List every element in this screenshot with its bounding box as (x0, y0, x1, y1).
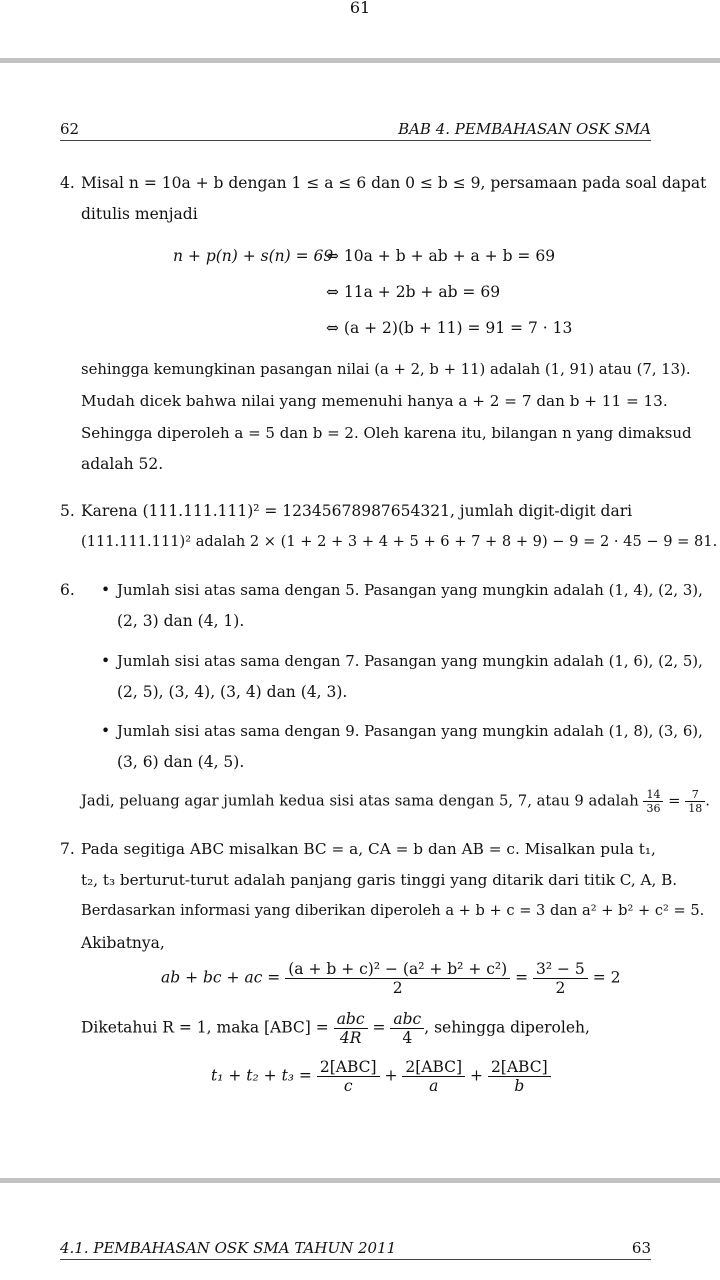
p4-eq1-right: ⇔ 10a + b + ab + a + b = 69 (326, 247, 556, 265)
top-page-number: 61 (349, 0, 371, 17)
frac-num: (a + b + c)² − (a² + b² + c²) (285, 960, 510, 979)
p4-line-2: ditulis menjadi (81, 205, 198, 223)
header-page-number: 62 (60, 120, 80, 138)
abc-over-4R (334, 1010, 368, 1047)
page-separator-bottom (0, 1178, 720, 1183)
p6-bullet-2-line-1: Jumlah sisi atas sama dengan 7. Pasangan yang mungkin adalah (1, 6), (2, 5), (117, 652, 703, 670)
p6-bullet-1-line-1: Jumlah sisi atas sama dengan 5. Pasangan yang mungkin adalah (1, 4), (2, 3), (117, 581, 703, 599)
header-chapter: BAB 4. PEMBAHASAN OSK SMA (398, 120, 651, 138)
bullet-2: • (101, 652, 111, 670)
fraction-14-36 (643, 788, 663, 815)
frac-den: 4R (339, 1029, 362, 1047)
p4-eq3: ⇔ (a + 2)(b + 11) = 91 = 7 · 13 (326, 319, 573, 337)
p5-line-1: Karena (111.111.111)² = 12345678987654321, jumlah digit-digit dari (81, 502, 633, 520)
p6-bullet-2-line-2: (2, 5), (3, 4), (3, 4) dan (4, 3). (117, 683, 348, 701)
eqB-fraction-a (402, 1058, 465, 1095)
item-number-7: 7. (60, 840, 75, 858)
p7-equation-a: ab + bc + ac = $\frac{\text{(a + b + c)² − (a² + b² + c²)}}{2}$ = $\frac{\text{3² − 5}}{2}$ = 2 (161, 960, 621, 997)
p7-equation-b: t₁ + t₂ + t₃ = $\frac{\text{2[ABC]}}{c}$ + $\frac{\text{2[ABC]}}{a}$ + $\frac{\text{2[ABC]}}{b}$ (211, 1058, 551, 1095)
frac-den: a (429, 1077, 439, 1095)
p7-line-3: Berdasarkan informasi yang diberikan diperoleh a + b + c = 3 dan a² + b² + c² = 5. (81, 902, 705, 919)
frac-den: 4 (402, 1029, 413, 1047)
p6-conclusion-text: Jadi, peluang agar jumlah kedua sisi atas sama dengan 5, 7, atau 9 adalah (81, 792, 639, 810)
p6-conclusion: Jadi, peluang agar jumlah kedua sisi atas sama dengan 5, 7, atau 9 adalah $\frac{14}{36}$ = $\frac{7}{18}$ . (81, 788, 710, 815)
frac-num: 3² − 5 (533, 960, 588, 979)
frac-num: 14 (643, 788, 663, 802)
frac-den: 2 (392, 979, 403, 997)
p4-line-1: Misal n = 10a + b dengan 1 ≤ a ≤ 6 dan 0 ≤ b ≤ 9, persamaan pada soal dapat (81, 174, 707, 192)
footer-page-number: 63 (631, 1239, 651, 1257)
frac-num: 7 (685, 788, 705, 802)
eqA-fraction-1 (285, 960, 510, 997)
item-number-4: 4. (60, 174, 75, 192)
eqA-fraction-2 (533, 960, 588, 997)
page-separator-top (0, 58, 720, 63)
p6-bullet-1-line-2: (2, 3) dan (4, 1). (117, 612, 245, 630)
p6-bullet-3-line-2: (3, 6) dan (4, 5). (117, 753, 245, 771)
eqB-fraction-c (317, 1058, 380, 1095)
abc-over-4 (390, 1010, 424, 1047)
item-number-6: 6. (60, 581, 75, 599)
frac-den: b (514, 1077, 525, 1095)
p7-line-5: Diketahui R = 1, maka [ABC] = $\frac{\text{abc}}{4R}$ = $\frac{\text{abc}}{4}$ , sehingga diperoleh, (81, 1010, 590, 1047)
page-header (60, 120, 651, 141)
eqA-result: = 2 (592, 968, 621, 987)
frac-num: abc (334, 1010, 368, 1029)
p7-line-1: Pada segitiga ABC misalkan BC = a, CA = b dan AB = c. Misalkan pula t₁, (81, 840, 656, 858)
eqB-left: t₁ + t₂ + t₃ = (211, 1066, 312, 1085)
p4-line-3: sehingga kemungkinan pasangan nilai (a + 2, b + 11) adalah (1, 91) atau (7, 13). (81, 361, 691, 378)
p7-line-4: Akibatnya, (81, 934, 165, 952)
p7-line-5b: , sehingga diperoleh, (424, 1018, 590, 1037)
footer-section: 4.1. PEMBAHASAN OSK SMA TAHUN 2011 (60, 1239, 397, 1257)
p7-line-2: t₂, t₃ berturut-turut adalah panjang garis tinggi yang ditarik dari titik C, A, B. (81, 871, 678, 889)
frac-den: 36 (646, 802, 661, 815)
frac-den: 18 (688, 802, 703, 815)
frac-den: c (343, 1077, 353, 1095)
p7-line-5a: Diketahui R = 1, maka [ABC] = (81, 1018, 329, 1037)
p6-bullet-3-line-1: Jumlah sisi atas sama dengan 9. Pasangan yang mungkin adalah (1, 8), (3, 6), (117, 722, 703, 740)
frac-num: 2[ABC] (402, 1058, 465, 1077)
fraction-7-18 (685, 788, 705, 815)
eqB-fraction-b (488, 1058, 551, 1095)
frac-num: 2[ABC] (488, 1058, 551, 1077)
frac-num: abc (390, 1010, 424, 1029)
p5-line-2: (111.111.111)² adalah 2 × (1 + 2 + 3 + 4 + 5 + 6 + 7 + 8 + 9) − 9 = 2 · 45 − 9 = 81. (81, 533, 718, 550)
eqA-left: ab + bc + ac = (161, 968, 281, 987)
p4-eq2: ⇔ 11a + 2b + ab = 69 (326, 283, 501, 301)
bullet-1: • (101, 581, 111, 599)
item-number-5: 5. (60, 502, 75, 520)
p4-line-4: Mudah dicek bahwa nilai yang memenuhi hanya a + 2 = 7 dan b + 11 = 13. (81, 392, 668, 410)
frac-num: 2[ABC] (317, 1058, 380, 1077)
frac-den: 2 (555, 979, 566, 997)
page-footer (60, 1239, 651, 1260)
p4-line-6: adalah 52. (81, 455, 164, 473)
bullet-3: • (101, 722, 111, 740)
p4-line-5: Sehingga diperoleh a = 5 dan b = 2. Oleh karena itu, bilangan n yang dimaksud (81, 424, 692, 442)
p4-eq1-left: n + p(n) + s(n) = 69 (173, 247, 334, 265)
